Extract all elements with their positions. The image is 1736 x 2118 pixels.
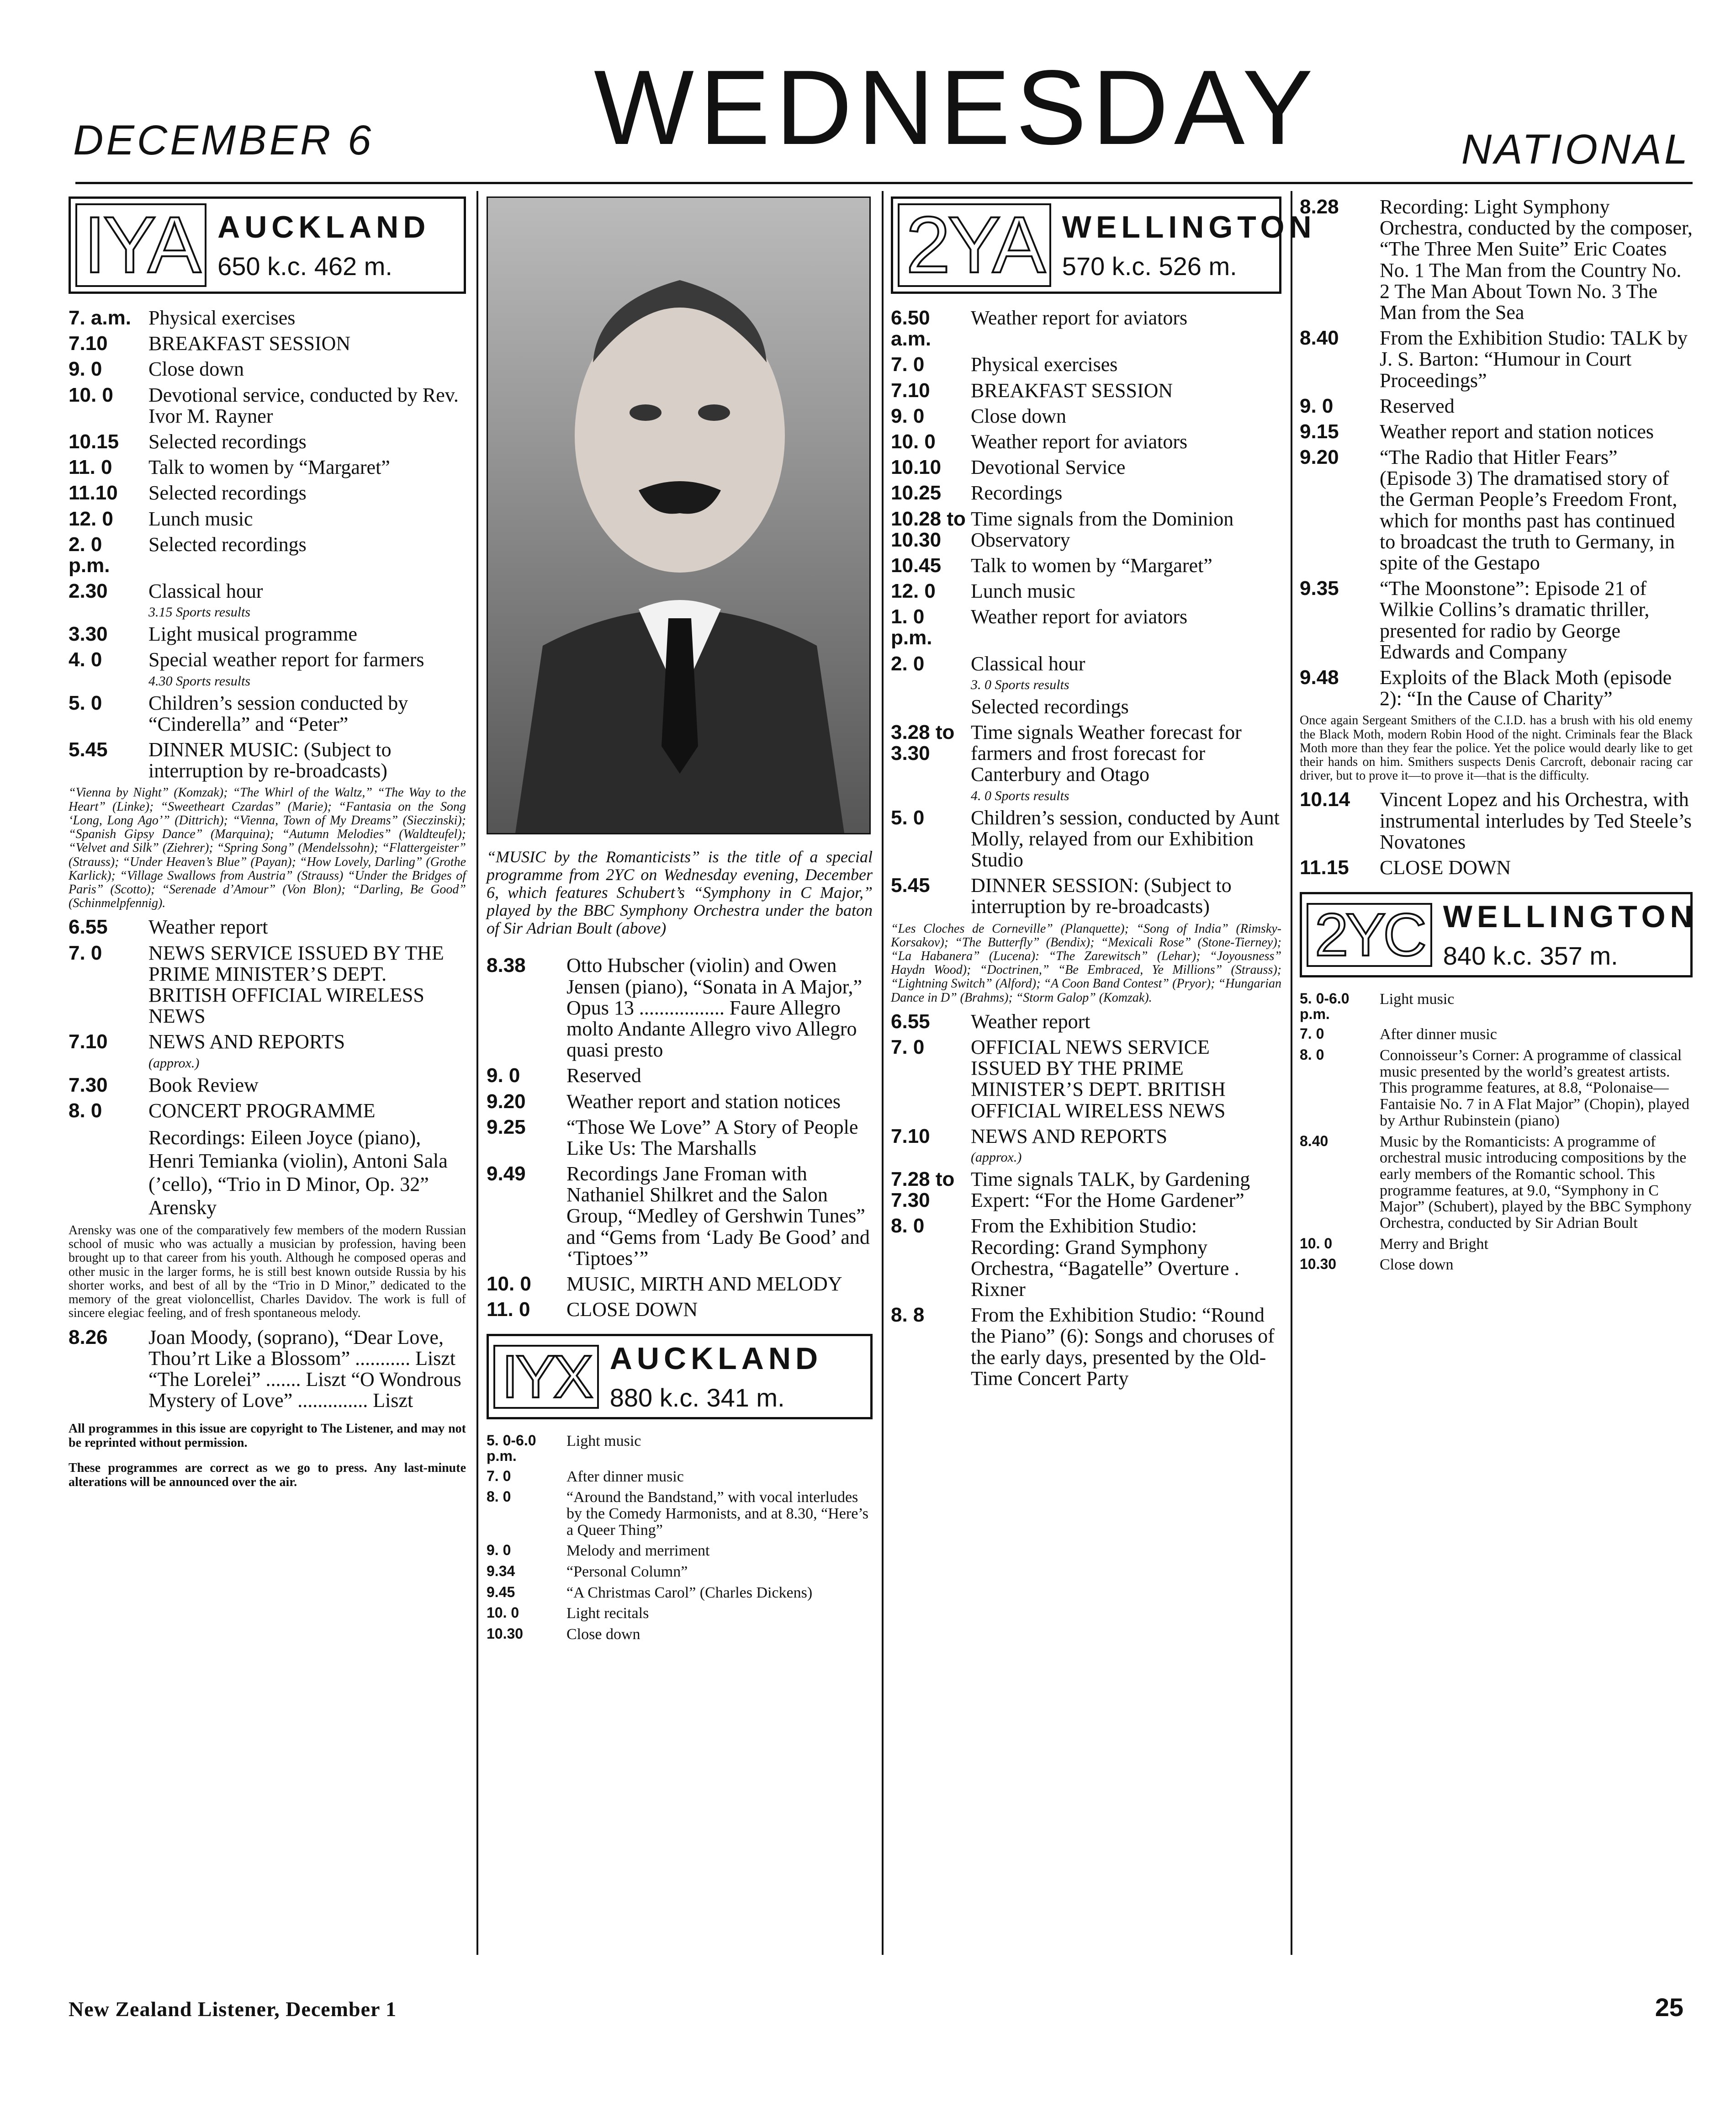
entry-text: Devotional Service xyxy=(971,456,1126,479)
station-frequency: 840 k.c. 357 m. xyxy=(1443,941,1618,971)
copyright-notice: All programmes in this issue are copyright to The Listener, and may not be reprinted without permission. xyxy=(69,1422,466,1450)
entry-time: 11.15 xyxy=(1300,856,1349,879)
programme-entry xyxy=(69,739,466,781)
footer-publication: New Zealand Listener, December 1 xyxy=(69,1997,397,2021)
dinner-music-note: “Vienna by Night” (Komzak); “The Whirl of the Waltz,” “The Way to the Heart” (Linke); “Sweetheart Czardas” (Marie); “Fantasia on the Song ‘Long, Long Ago’” (Dittrich); “Vienna, Town of My Dreams” (Sieczinski); “Spanish Gipsy Dance” (Marquina); “Autumn Melodies” (Waldteufel); “Velvet and Silk” (Ziehrer); “Spring Song” (Mendelssohn); “Flattergeister” (Strauss); “Under Heaven’s Blue” (Payan); “How Lovely, Darling” (Grothe Karlick); “Village Swallows from Austria” (Strauss) “Under the Bridges of Paris” (Scotto); “Serenade d’Amour” (Von Blon); “Darling, Be Good” (Schinmelpfennig). xyxy=(69,786,466,911)
station-frequency: 570 k.c. 526 m. xyxy=(1062,252,1237,281)
programme-entry xyxy=(69,534,466,576)
entry-time: 11. 0 xyxy=(69,456,112,479)
entry-text: Time signals from the Dominion Observatory xyxy=(971,507,1234,551)
programme-entry xyxy=(1300,789,1693,853)
entry-time: 10. 0 xyxy=(891,430,936,453)
entry-time: 7.30 xyxy=(69,1073,108,1096)
entry-time: 9.20 xyxy=(487,1090,526,1113)
programme-entry xyxy=(891,483,1281,504)
programme-entry xyxy=(487,1091,873,1112)
entry-text: Weather report xyxy=(971,1010,1090,1033)
entry-time: 7. 0 xyxy=(1300,1025,1324,1042)
entry-time: 2. 0 xyxy=(891,652,925,675)
programme-entry xyxy=(487,1299,873,1320)
entry-text: Otto Hubscher (violin) and Owen Jensen (piano), “Sonata in A Major,” Opus 13 ................. Faure Allegro molto Andante Allegro vivo Allegro quasi presto xyxy=(566,954,863,1062)
entry-time: 5. 0 xyxy=(891,806,925,829)
entry-time: 9.15 xyxy=(1300,420,1339,443)
programme-entry xyxy=(69,1031,466,1052)
entry-text: Weather report and station notices xyxy=(566,1090,841,1113)
entry-text: Selected recordings xyxy=(148,430,307,453)
entry-time: 8.26 xyxy=(69,1326,108,1348)
programme-entry xyxy=(891,875,1281,917)
programme-list xyxy=(487,955,873,1320)
programme-entry xyxy=(69,1327,466,1412)
programme-entry xyxy=(1300,857,1693,878)
entry-time: 9.48 xyxy=(1300,666,1339,689)
arensky-note: Arensky was one of the comparatively few members of the modern Russian school of music who was actually a musician by profession, having been brought up to that career from his youth. Although he composed operas and other music in the larger forms, he is still best known outside Russia by his shorter works, and best of all by the “Trio in D Minor,” dedicated to the memory of the great violoncellist, Charles Davidov. The work is full of sincere elegiac feeling, and of fresh spontaneous melody. xyxy=(69,1223,466,1321)
entry-time: 9. 0 xyxy=(1300,394,1334,417)
entry-time: 10.28 to 10.30 xyxy=(891,507,966,551)
entry-time: 10. 0 xyxy=(1300,1235,1333,1252)
programme-entry xyxy=(1300,328,1693,391)
entry-time: 6.50 a.m. xyxy=(891,307,932,350)
entry-text: Joan Moody, (soprano), “Dear Love, Thou’rt Like a Blossom” ........... Liszt “The Lorelei” ....... Liszt “O Wondrous Mystery of Love” .............. Liszt xyxy=(148,1326,461,1412)
entry-time: 7.28 to 7.30 xyxy=(891,1168,955,1212)
programme-list xyxy=(1300,789,1693,878)
entry-text: Light music xyxy=(1380,991,1455,1008)
station-box-2yc xyxy=(1300,892,1697,977)
programme-entry xyxy=(891,1216,1281,1300)
entry-text: Classical hour xyxy=(971,652,1085,675)
entry-subnote: 3.15 Sports results xyxy=(148,605,251,620)
page-date: DECEMBER 6 xyxy=(73,117,374,164)
programme-entry xyxy=(69,1100,466,1121)
entry-text: After dinner music xyxy=(1380,1026,1497,1043)
programme-entry xyxy=(487,1605,873,1622)
programme-entry xyxy=(69,649,466,670)
programme-entry xyxy=(69,693,466,735)
entry-text: BREAKFAST SESSION xyxy=(148,332,351,355)
programme-entry xyxy=(487,1433,873,1464)
entry-time: 8. 0 xyxy=(891,1215,925,1237)
entry-time: 8. 0 xyxy=(1300,1046,1324,1063)
programme-entry xyxy=(487,1274,873,1295)
entry-time: 2.30 xyxy=(69,580,108,603)
station-name: AUCKLAND xyxy=(609,1341,823,1376)
programme-entry xyxy=(891,1011,1281,1032)
photo-caption: “MUSIC by the Romanticists” is the title of a special programme from 2YC on Wednesday evening, December 6, which features Schubert’s “Symphony in C Major,” played by the BBC Symphony Orchestra under the baton of Sir Adrian Boult (above) xyxy=(487,848,873,937)
entry-time: 8.40 xyxy=(1300,327,1339,350)
entry-time: 9.49 xyxy=(487,1163,526,1185)
entry-text: From the Exhibition Studio: Recording: Grand Symphony Orchestra, “Bagatelle” Overture . Rixner xyxy=(971,1215,1239,1301)
entry-time: 8. 0 xyxy=(69,1099,102,1122)
entry-text: OFFICIAL NEWS SERVICE ISSUED BY THE PRIME MINISTER’S DEPT. BRITISH OFFICIAL WIRELESS NEWS xyxy=(971,1036,1226,1122)
entry-text: Connoisseur’s Corner: A programme of classical music presented by the world’s greatest artists. This programme features, at 8.8, “Polonaise—Fantaisie No. 7 in A Flat Major” (Chopin), played by Arthur Rubinstein (piano) xyxy=(1380,1047,1690,1129)
programme-entry xyxy=(487,1564,873,1580)
column-divider xyxy=(882,191,884,1955)
entry-text: Lunch music xyxy=(148,507,253,530)
entry-time: 7. 0 xyxy=(487,1467,511,1484)
entry-time: 2. 0 p.m. xyxy=(69,533,110,577)
entry-text: Selected recordings xyxy=(971,695,1129,718)
entry-text: Weather report for aviators xyxy=(971,605,1188,628)
entry-text: NEWS SERVICE ISSUED BY THE PRIME MINISTER’S DEPT. BRITISH OFFICIAL WIRELESS NEWS xyxy=(148,941,444,1028)
entry-text: Selected recordings xyxy=(148,533,307,556)
entry-text: Close down xyxy=(1380,1256,1454,1274)
column-divider xyxy=(476,191,478,1955)
station-frequency: 880 k.c. 341 m. xyxy=(609,1383,785,1412)
entry-time: 9. 0 xyxy=(69,358,102,381)
entry-time xyxy=(891,696,971,717)
programme-entry xyxy=(891,406,1281,427)
entry-text: Book Review xyxy=(148,1073,259,1096)
entry-time: 7.10 xyxy=(891,379,930,402)
programme-entry xyxy=(891,1305,1281,1389)
programme-entry xyxy=(69,483,466,504)
entry-time: 8.40 xyxy=(1300,1132,1328,1149)
entry-text: CLOSE DOWN xyxy=(566,1298,698,1321)
entry-time: 7.10 xyxy=(891,1125,930,1147)
programme-list xyxy=(1300,991,1693,1273)
entry-text: “The Moonstone”: Episode 21 of Wilkie Collins’s dramatic thriller, presented for radio by George Edwards and Company xyxy=(1380,577,1650,663)
entry-text: Close down xyxy=(148,358,244,381)
programme-entry xyxy=(487,1469,873,1485)
entry-text: Light musical programme xyxy=(148,623,357,646)
entry-text: Special weather report for farmers xyxy=(148,648,424,671)
entry-time: 5. 0-6.0 p.m. xyxy=(487,1432,536,1464)
programme-entry xyxy=(891,696,1281,717)
entry-text: Vincent Lopez and his Orchestra, with instrumental interludes by Ted Steele’s Novatones xyxy=(1380,788,1692,853)
programme-entry xyxy=(1300,1257,1693,1273)
entry-text: DINNER SESSION: (Subject to interruption by re-broadcasts) xyxy=(971,874,1232,918)
entry-text: Physical exercises xyxy=(148,307,296,329)
programme-entry xyxy=(69,333,466,354)
entry-time: 9. 0 xyxy=(487,1542,511,1559)
entry-text: “Around the Bandstand,” with vocal interludes by the Comedy Harmonists, and at 8.30, “Here’s a Queer Thing” xyxy=(566,1489,868,1539)
station-call-sign: 2YC xyxy=(1307,903,1432,967)
station-name: WELLINGTON xyxy=(1062,210,1316,244)
entry-time: 7. 0 xyxy=(891,1036,925,1059)
entry-time: 8.38 xyxy=(487,954,526,977)
column-divider xyxy=(1291,191,1292,1955)
entry-text: Reserved xyxy=(1380,394,1455,417)
entry-text: “Personal Column” xyxy=(566,1563,688,1580)
station-box-1yx xyxy=(487,1334,873,1419)
programme-entry xyxy=(487,1117,873,1159)
entry-text: Light music xyxy=(566,1433,641,1450)
programme-entry xyxy=(891,581,1281,602)
entry-time: 10.14 xyxy=(1300,788,1350,811)
entry-time: 3.28 to 3.30 xyxy=(891,721,955,765)
entry-time: 10.30 xyxy=(1300,1256,1337,1273)
portrait-illustration xyxy=(488,198,869,833)
entry-text: BREAKFAST SESSION xyxy=(971,379,1173,402)
programme-entry xyxy=(69,1075,466,1096)
entry-time: 11.10 xyxy=(69,482,118,504)
network-label: NATIONAL xyxy=(1461,126,1690,173)
station-name: AUCKLAND xyxy=(217,210,430,244)
entry-text: From the Exhibition Studio: “Round the Piano” (6): Songs and choruses of the early days, presented by the Old-Time Concert Party xyxy=(971,1304,1275,1390)
programme-entry xyxy=(891,653,1281,674)
entry-time: 7.10 xyxy=(69,1030,108,1053)
programme-entry xyxy=(1300,421,1693,442)
column-2ya-cont xyxy=(1300,196,1697,1278)
programme-entry xyxy=(1300,447,1693,573)
entry-text: Close down xyxy=(971,404,1066,427)
entry-time: 10. 0 xyxy=(69,383,113,406)
programme-entry xyxy=(69,431,466,452)
entry-text: Classical hour xyxy=(148,580,263,603)
entry-text: Selected recordings xyxy=(148,482,307,504)
entry-time: 9.20 xyxy=(1300,446,1339,469)
programme-entry xyxy=(487,1626,873,1643)
programme-entry xyxy=(69,457,466,478)
entry-time: 10. 0 xyxy=(487,1273,531,1295)
portrait-photo xyxy=(487,196,871,834)
programme-entry xyxy=(69,943,466,1027)
entry-time: 9.45 xyxy=(487,1583,515,1600)
entry-text: From the Exhibition Studio: TALK by J. S. Barton: “Humour in Court Proceedings” xyxy=(1380,327,1688,392)
programme-entry xyxy=(487,1489,873,1538)
entry-text: CLOSE DOWN xyxy=(1380,856,1511,879)
entry-time: 9.34 xyxy=(487,1563,515,1579)
programme-entry xyxy=(487,1065,873,1086)
entry-text: Merry and Bright xyxy=(1380,1235,1488,1253)
station-box-2ya xyxy=(891,196,1316,294)
entry-subnote: 3. 0 Sports results xyxy=(971,677,1069,692)
station-box-1ya xyxy=(69,196,466,294)
programme-list xyxy=(891,308,1281,918)
programme-entry xyxy=(1300,396,1693,417)
entry-time: 5. 0 xyxy=(69,691,102,714)
programme-entry xyxy=(891,354,1281,375)
programme-entry xyxy=(891,380,1281,401)
entry-text: “The Radio that Hitler Fears” (Episode 3) The dramatised story of the German People’s Freedom Front, which for months past has continued to broadcast the truth to Germany, in spite of the Gestapo xyxy=(1380,446,1678,574)
entry-time: 10.30 xyxy=(487,1625,524,1642)
entry-time: 8. 0 xyxy=(487,1488,511,1505)
page-day-title: WEDNESDAY xyxy=(594,48,1319,167)
programme-entry xyxy=(891,457,1281,478)
entry-text: Weather report for aviators xyxy=(971,430,1188,453)
entry-time: 10.10 xyxy=(891,456,942,479)
programme-entry xyxy=(1300,1134,1693,1232)
entry-time: 3.30 xyxy=(69,623,108,646)
programme-entry xyxy=(891,1037,1281,1121)
entry-subnote: 4. 0 Sports results xyxy=(971,788,1069,803)
entry-text: CONCERT PROGRAMME xyxy=(148,1099,376,1122)
programme-entry xyxy=(891,555,1281,576)
entry-time: 8.28 xyxy=(1300,196,1339,218)
entry-text: Recording: Light Symphony Orchestra, conducted by the composer, “The Three Men Suite” Eric Coates No. 1 The Man from the Country No. 2 The Man About Town No. 3 The Man from the Sea xyxy=(1380,196,1693,324)
entry-time: 8. 8 xyxy=(891,1304,925,1327)
station-call-sign: IYA xyxy=(75,203,206,287)
entry-time: 9. 0 xyxy=(891,404,925,427)
page-number: 25 xyxy=(1655,1993,1683,2022)
programme-list xyxy=(1300,196,1693,709)
programme-entry xyxy=(1300,991,1693,1022)
entry-time: 10.25 xyxy=(891,482,942,504)
entry-time: 5.45 xyxy=(69,738,108,761)
entry-text: Weather report and station notices xyxy=(1380,420,1654,443)
concert-details: Recordings: Eileen Joyce (piano), Henri Temianka (violin), Antoni Sala (’cello), “Trio in D Minor, Op. 32” Arensky xyxy=(148,1126,448,1219)
programme-entry xyxy=(69,917,466,938)
entry-text: Exploits of the Black Moth (episode 2): “In the Cause of Charity” xyxy=(1380,666,1672,710)
programme-entry xyxy=(69,359,466,380)
entry-text: MUSIC, MIRTH AND MELODY xyxy=(566,1273,842,1295)
entry-time: 12. 0 xyxy=(69,507,113,530)
entry-time: 5.45 xyxy=(891,874,930,897)
programme-entry xyxy=(1300,1047,1693,1129)
black-moth-note: Once again Sergeant Smithers of the C.I.D. has a brush with his old enemy the Black Moth, modern Robin Hood of the night. Criminals fear the Black Moth more than they fear the police. Yet the police would dearly like to get their hands on him. Smithers suspects Denis Carcroft, debonair racing car driver, but to prove it—to prove it—that is the difficulty. xyxy=(1300,713,1693,783)
programme-entry xyxy=(891,722,1281,786)
programme-list xyxy=(69,917,466,1121)
entry-text: Children’s session conducted by “Cinderella” and “Peter” xyxy=(148,691,408,735)
programme-list xyxy=(891,1011,1281,1389)
entry-text: DINNER MUSIC: (Subject to interruption by re-broadcasts) xyxy=(148,738,392,782)
entry-text: Reserved xyxy=(566,1064,641,1087)
column-1yA xyxy=(69,196,466,1490)
entry-time: 7. 0 xyxy=(891,353,925,376)
station-frequency: 650 k.c. 462 m. xyxy=(217,252,392,281)
entry-text: NEWS AND REPORTS xyxy=(971,1125,1168,1147)
entry-text: Weather report for aviators xyxy=(971,307,1188,329)
programme-entry xyxy=(487,1543,873,1559)
programme-entry xyxy=(891,807,1281,871)
header-rule xyxy=(75,182,1693,184)
programme-list xyxy=(487,1433,873,1642)
entry-text: After dinner music xyxy=(566,1468,684,1485)
entry-text: Light recitals xyxy=(566,1605,649,1622)
entry-text: Talk to women by “Margaret” xyxy=(148,456,390,479)
entry-time: 9. 0 xyxy=(487,1064,520,1087)
programme-entry xyxy=(69,308,466,329)
programme-entry xyxy=(1300,578,1693,663)
programme-entry xyxy=(69,581,466,602)
entry-text: Physical exercises xyxy=(971,353,1118,376)
entry-time: 12. 0 xyxy=(891,580,936,603)
programme-entry xyxy=(487,1163,873,1269)
programme-entry xyxy=(1300,667,1693,709)
programme-entry xyxy=(1300,1236,1693,1253)
entry-text: Devotional service, conducted by Rev. Ivor M. Rayner xyxy=(148,383,459,427)
entry-time: 7. 0 xyxy=(69,941,102,964)
programme-entry xyxy=(891,606,1281,648)
programme-entry xyxy=(69,624,466,645)
entry-text: Close down xyxy=(566,1626,640,1643)
station-name: WELLINGTON xyxy=(1443,899,1697,934)
entry-time: 5. 0-6.0 p.m. xyxy=(1300,990,1350,1022)
programme-entry xyxy=(1300,196,1693,323)
entry-text: “Those We Love” A Story of People Like Us: The Marshalls xyxy=(566,1115,858,1159)
entry-time: 10.15 xyxy=(69,430,119,453)
entry-time: 6.55 xyxy=(69,916,108,939)
programme-entry xyxy=(487,955,873,1061)
entry-text: “A Christmas Carol” (Charles Dickens) xyxy=(566,1584,813,1601)
entry-subnote: 4.30 Sports results xyxy=(148,673,251,689)
entry-time: 10.45 xyxy=(891,554,942,577)
station-call-sign: 2YA xyxy=(898,203,1051,287)
entry-time: 1. 0 p.m. xyxy=(891,605,932,649)
programme-entry xyxy=(891,1126,1281,1147)
entry-time: 4. 0 xyxy=(69,648,102,671)
entry-text: Recordings Jane Froman with Nathaniel Shilkret and the Salon Group, “Medley of Gershwin Tunes” and “Gems from ‘Lady Be Good’ and ‘Tiptoes’” xyxy=(566,1163,870,1269)
entry-text: Lunch music xyxy=(971,580,1075,603)
entry-time: 10. 0 xyxy=(487,1604,519,1621)
entry-time: 9.35 xyxy=(1300,577,1339,600)
entry-time: 6.55 xyxy=(891,1010,930,1033)
entry-time: 11. 0 xyxy=(487,1298,530,1321)
programme-list xyxy=(69,308,466,781)
entry-text: Music by the Romanticists: A programme of orchestral music introducing compositions by the early members of the Romantic school. This programme features, at 9.0, “Symphony in C Major” (Schubert), played by the BBC Symphony Orchestra, conducted by Sir Adrian Boult xyxy=(1380,1133,1692,1232)
alterations-notice: These programmes are correct as we go to press. Any last-minute alterations will be announced over the air. xyxy=(69,1460,466,1489)
entry-subnote: (approx.) xyxy=(148,1055,200,1071)
entry-subnote: (approx.) xyxy=(971,1150,1022,1165)
dinner-music-note: “Les Cloches de Corneville” (Planquette); “Song of India” (Rimsky-Korsakov); “The Butterfly” (Bendix); “Mexicali Rose” (Stone-Tierney); “La Habanera” (Lucena): “The Zarewitsch” (Lehar); “Joyousness” Haydn Wood); “Doctrinen,” “Be Embraced, Ye Millions” (Strauss); “Lightning Switch” (Alford); “A Coon Band Contest” (Pryor); “Hungarian Dance in D” (Brahms); “Storm Galop” (Komzak). xyxy=(891,921,1281,1005)
entry-text: Talk to women by “Margaret” xyxy=(971,554,1212,577)
programme-entry xyxy=(891,1169,1281,1211)
programme-entry xyxy=(69,509,466,530)
entry-text: Time signals TALK, by Gardening Expert: “For the Home Gardener” xyxy=(971,1168,1250,1212)
entry-time: 7. a.m. xyxy=(69,307,131,329)
programme-entry xyxy=(891,308,1281,350)
station-call-sign: IYX xyxy=(493,1345,599,1409)
entry-text: Time signals Weather forecast for farmers and frost forecast for Canterbury and Otago xyxy=(971,721,1242,786)
entry-text: Weather report xyxy=(148,916,268,939)
entry-time: 7.10 xyxy=(69,332,108,355)
entry-text: NEWS AND REPORTS xyxy=(148,1030,345,1053)
entry-text: Recordings xyxy=(971,482,1063,504)
entry-text: Melody and merriment xyxy=(566,1542,710,1560)
programme-entry xyxy=(487,1585,873,1601)
programme-entry xyxy=(891,509,1281,551)
programme-entry xyxy=(1300,1026,1693,1043)
entry-text: Children’s session, conducted by Aunt Molly, relayed from our Exhibition Studio xyxy=(971,806,1280,871)
programme-entry xyxy=(69,385,466,427)
column-photo xyxy=(487,196,873,1647)
entry-time: 9.25 xyxy=(487,1115,526,1138)
programme-entry xyxy=(891,431,1281,452)
